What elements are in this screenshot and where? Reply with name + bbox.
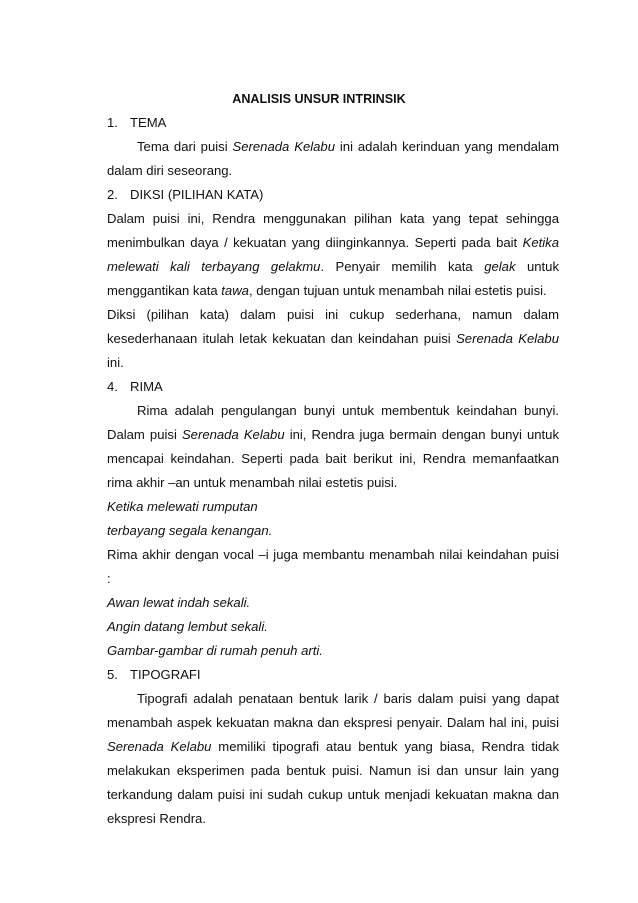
text-run: untuk — [515, 259, 559, 274]
paragraph-line — [107, 259, 559, 275]
italic-text: Gambar-gambar di rumah penuh arti. — [107, 643, 323, 658]
section-title: DIKSI (PILIHAN KATA) — [130, 187, 264, 202]
italic-text: Awan lewat indah sekali. — [107, 595, 251, 610]
section-title: TIPOGRAFI — [130, 667, 201, 682]
text-run: Tema dari puisi — [137, 139, 233, 154]
text-run: menggantikan kata — [107, 283, 222, 298]
paragraph-line: Rima adalah pengulangan bunyi untuk membentuk keindahan bunyi. — [137, 403, 559, 418]
text-run: ini, Rendra juga bermain dengan bunyi untuk — [284, 427, 560, 442]
italic-text: gelak — [484, 259, 516, 274]
paragraph-line — [137, 139, 559, 155]
poem-line — [107, 619, 559, 635]
section-number: 4. — [107, 379, 118, 394]
paragraph-line: Rima akhir dengan vocal –i juga membantu menambah nilai keindahan puisi — [107, 547, 559, 562]
text-run: kesederhanaan itulah letak kekuatan dan keindahan puisi — [107, 331, 457, 346]
poem-line — [107, 595, 559, 611]
section-title: RIMA — [130, 379, 163, 394]
text-run: menimbulkan daya / kekuatan yang diinginkannya. Seperti pada bait — [107, 235, 523, 250]
paragraph-line: Diksi (pilihan kata) dalam puisi ini cukup sederhana, namun dalam — [107, 307, 559, 322]
section-title: TEMA — [130, 115, 167, 130]
section-heading-tipografi — [107, 667, 559, 683]
paragraph-line: rima akhir –an untuk menambah nilai estetis puisi. — [107, 475, 398, 490]
paragraph-line — [107, 331, 559, 347]
paragraph-line: melakukan eksperimen pada bentuk puisi. Namun isi dan unsur lain yang — [107, 763, 559, 778]
section-heading-tema — [107, 115, 559, 131]
paragraph-line: ekspresi Rendra. — [107, 811, 206, 826]
paragraph-line — [107, 427, 559, 443]
poem-line — [107, 523, 559, 539]
section-heading-rima — [107, 379, 559, 395]
paragraph-line: Tipografi adalah penataan bentuk larik / baris dalam puisi yang dapat — [137, 691, 559, 706]
italic-text: Serenada Kelabu — [107, 739, 212, 754]
poem-line — [107, 499, 559, 515]
italic-text: tawa — [221, 283, 249, 298]
poem-line — [107, 643, 559, 659]
paragraph-line: ini. — [107, 355, 124, 370]
italic-text: Serenada Kelabu — [232, 139, 335, 154]
paragraph-line: : — [107, 571, 111, 586]
italic-text: Angin datang lembut sekali. — [107, 619, 268, 634]
section-heading-diksi — [107, 187, 559, 203]
paragraph-line — [107, 283, 559, 299]
text-run: . Penyair memilih kata — [320, 259, 485, 274]
text-run: Dalam puisi — [107, 427, 182, 442]
paragraph-line: terkandung dalam puisi ini sudah cukup untuk menjadi kekuatan makna dan — [107, 787, 559, 802]
paragraph-line — [107, 235, 559, 251]
paragraph-line: Dalam puisi ini, Rendra menggunakan pilihan kata yang tepat sehingga — [107, 211, 559, 226]
paragraph-line: menambah aspek kekuatan makna dan ekspresi penyair. Dalam hal ini, puisi — [107, 715, 559, 730]
paragraph-line: mencapai keindahan. Seperti pada bait berikut ini, Rendra memanfaatkan — [107, 451, 559, 466]
section-number: 2. — [107, 187, 118, 202]
text-run: , dengan tujuan untuk menambah nilai estetis puisi. — [248, 283, 547, 298]
section-number: 1. — [107, 115, 118, 130]
italic-text: terbayang segala kenangan. — [107, 523, 273, 538]
italic-text: Serenada Kelabu — [456, 331, 559, 346]
document-title: ANALISIS UNSUR INTRINSIK — [232, 92, 406, 106]
text-run: memiliki tipografi atau bentuk yang biasa, Rendra tidak — [211, 739, 559, 754]
italic-text: Ketika — [522, 235, 559, 250]
italic-text: melewati kali terbayang gelakmu — [107, 259, 321, 274]
section-number: 5. — [107, 667, 118, 682]
paragraph-line: dalam diri seseorang. — [107, 163, 233, 178]
paragraph-line — [107, 739, 559, 755]
italic-text: Ketika melewati rumputan — [107, 499, 258, 514]
text-run: ini adalah kerinduan yang mendalam — [334, 139, 559, 154]
italic-text: Serenada Kelabu — [181, 427, 285, 442]
